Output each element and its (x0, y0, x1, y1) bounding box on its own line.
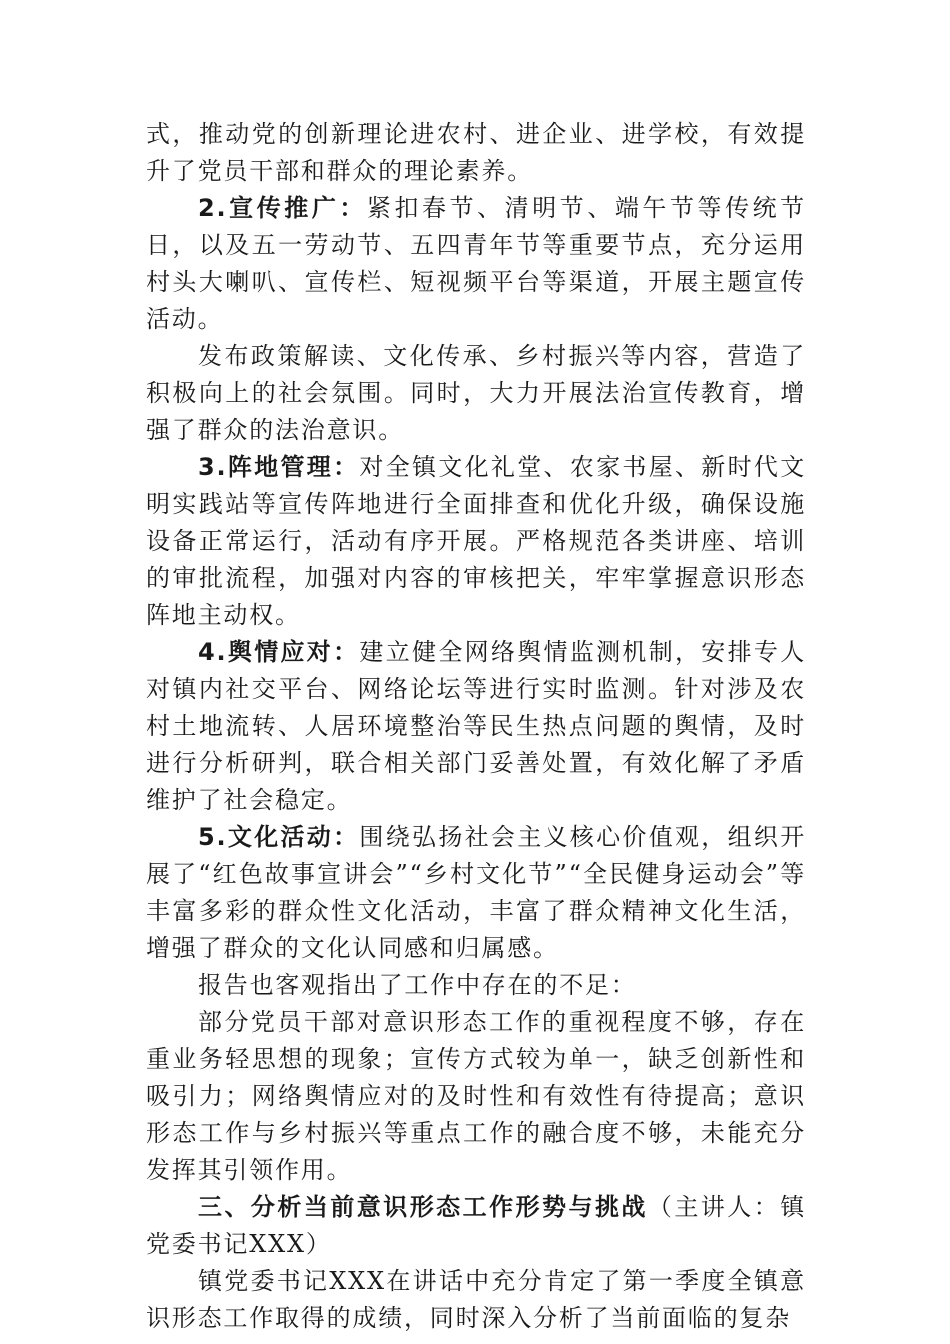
paragraph-secretary-speech (146, 1263, 806, 1337)
paragraph-publicity-content (146, 338, 806, 449)
section-heading-three (146, 1189, 806, 1263)
paragraph-text: 部分党员干部对意识形态工作的重视程度不够，存在重业务轻思想的现象；宣传方式较为单一，缺乏创新性和吸引力；网络舆情应对的及时性和有效性有待提高；意识形态工作与乡村振兴等重点工作的融合度不够，未能充分发挥其引领作用。 (146, 1008, 806, 1184)
paragraph-shortcomings-intro (146, 967, 806, 1004)
paragraph-heading: 3.阵地管理： (198, 453, 360, 481)
paragraph-text: 建立健全网络舆情监测机制，安排专人对镇内社交平台、网络论坛等进行实时监测。针对涉及农村土地流转、人居环境整治等民生热点问题的舆情，及时进行分析研判，联合相关部门妥善处置，有效化解了矛盾维护了社会稳定。 (146, 638, 806, 814)
section-speaker: （主讲人：镇党委书记XXX） (146, 1193, 806, 1258)
paragraph-text: 报告也客观指出了工作中存在的不足： (198, 971, 637, 999)
paragraph-publicity (146, 190, 806, 338)
document-body (146, 116, 806, 1337)
paragraph-text: 紧扣春节、清明节、端午节等传统节日，以及五一劳动节、五四青年节等重要节点，充分运用村头大喇叭、宣传栏、短视频平台等渠道，开展主题宣传活动。 (146, 194, 806, 333)
paragraph-shortcomings (146, 1004, 806, 1189)
paragraph-text: 镇党委书记XXX在讲话中充分肯定了第一季度全镇意识形态工作取得的成绩，同时深入分析了当前面临的复杂 (146, 1267, 806, 1332)
paragraph-text: 围绕弘扬社会主义核心价值观，组织开展了“红色故事宣讲会”“乡村文化节”“全民健身运动会”等丰富多彩的群众性文化活动，丰富了群众精神文化生活，增强了群众的文化认同感和归属感。 (146, 823, 806, 962)
paragraph-heading: 4.舆情应对： (198, 638, 360, 666)
paragraph-text: 发布政策解读、文化传承、乡村振兴等内容，营造了积极向上的社会氛围。同时，大力开展法治宣传教育，增强了群众的法治意识。 (146, 342, 806, 444)
paragraph-heading: 5.文化活动： (198, 823, 360, 851)
paragraph-public-opinion (146, 634, 806, 819)
paragraph-continuation (146, 116, 806, 190)
paragraph-text: 式，推动党的创新理论进农村、进企业、进学校，有效提升了党员干部和群众的理论素养。 (146, 120, 806, 185)
paragraph-cultural-activities (146, 819, 806, 967)
section-title: 三、分析当前意识形态工作形势与挑战 (198, 1193, 648, 1221)
paragraph-text: 对全镇文化礼堂、农家书屋、新时代文明实践站等宣传阵地进行全面排查和优化升级，确保设施设备正常运行，活动有序开展。严格规范各类讲座、培训的审批流程，加强对内容的审核把关，牢牢掌握意识形态阵地主动权。 (146, 453, 806, 629)
paragraph-position-management (146, 449, 806, 634)
paragraph-heading: 2.宣传推广： (198, 194, 367, 222)
